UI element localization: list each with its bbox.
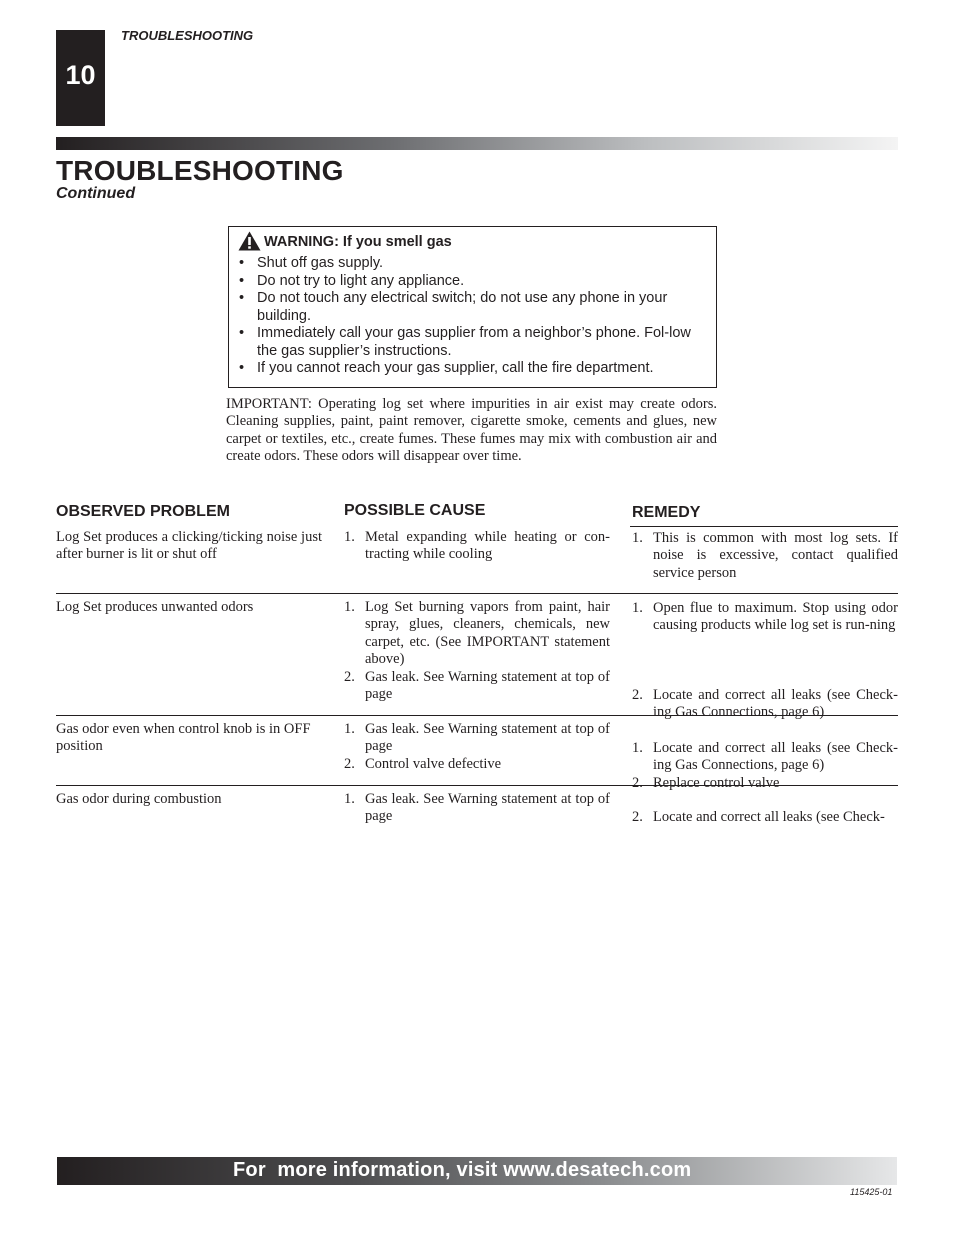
- list-item: 1. Metal expanding while heating or con-tracting while cooling: [344, 529, 610, 563]
- list-item: 1. Open flue to maximum. Stop using odor causing products while log set is run-ning: [632, 600, 898, 634]
- page-subtitle: Continued: [56, 185, 136, 202]
- table-row-causes: [344, 791, 610, 826]
- warning-item: • If you cannot reach your gas supplier, call the fire department.: [239, 360, 654, 376]
- gas-warning-box: [228, 226, 717, 388]
- table-row-causes: [344, 599, 610, 703]
- warning-item: • Do not touch any electrical switch; do not use any phone in your building.: [239, 290, 668, 324]
- list-item: 2. Locate and correct all leaks (see Check-: [632, 809, 885, 825]
- table-row-problem: Log Set produces a clicking/ticking noise just after burner is lit or shut off: [56, 529, 322, 563]
- row-divider: [56, 593, 898, 594]
- page-title: TROUBLESHOOTING: [56, 155, 344, 186]
- list-item: 2. Locate and correct all leaks (see Check-ing Gas Connections, page 6): [632, 687, 898, 721]
- warning-item: • Immediately call your gas supplier from a neighbor’s phone. Fol-low the gas supplier’s instructions.: [239, 325, 691, 359]
- column-header-problem: OBSERVED PROBLEM: [56, 503, 230, 520]
- table-row-remedies: [632, 600, 898, 635]
- running-head: TROUBLESHOOTING: [121, 28, 254, 43]
- warning-item: • Do not try to light any appliance.: [239, 272, 465, 289]
- list-item: 1. Gas leak. See Warning statement at top of page: [344, 791, 610, 825]
- table-row-causes: [344, 721, 610, 773]
- list-item: 1. Gas leak. See Warning statement at top of page: [344, 721, 610, 755]
- warning-item: • Shut off gas supply.: [239, 255, 384, 271]
- list-item: 2. Replace control valve: [632, 774, 780, 791]
- table-row-problem: Log Set produces unwanted odors: [56, 599, 254, 615]
- table-row-remedies: [632, 740, 898, 792]
- header-divider-bar: [56, 137, 898, 150]
- table-row-remedies: [632, 687, 898, 722]
- list-item: 2. Control valve defective: [344, 755, 502, 772]
- important-note: IMPORTANT: Operating log set where impurities in air exist may create odors. Cleaning supplies, paint, paint remover, cigarette smoke, cements and glues, new carpet or textiles, etc., create fumes. These fumes may mix with combustion air and create odors. These odors will disappear over time.: [226, 396, 717, 465]
- column-header-remedy: REMEDY: [632, 504, 701, 521]
- list-item: 2. Gas leak. See Warning statement at top of page: [344, 668, 610, 703]
- column-header-cause: POSSIBLE CAUSE: [344, 502, 486, 519]
- warning-heading: [238, 231, 452, 251]
- warning-heading-text: WARNING: If you smell gas: [264, 234, 452, 250]
- page-number: 10: [65, 60, 96, 90]
- table-row-remedies: [632, 530, 898, 582]
- footer-website-text: For more information, visit www.desatech.com: [233, 1159, 692, 1181]
- list-item: 1. Locate and correct all leaks (see Check-ing Gas Connections, page 6): [632, 740, 898, 774]
- page-number-tab: [56, 30, 105, 126]
- warning-triangle-icon: [238, 231, 261, 251]
- list-item: 1. Log Set burning vapors from paint, hair spray, glues, cleaners, chemicals, new carpet, etc. (See IMPORTANT statement above): [344, 599, 610, 668]
- table-row-problem: Gas odor even when control knob is in OFF position: [56, 721, 311, 755]
- table-row-problem: Gas odor during combustion: [56, 791, 222, 807]
- warning-list: [238, 255, 708, 378]
- table-row-causes: [344, 529, 610, 564]
- document-number: 115425-01: [850, 1187, 893, 1197]
- footer-bar: [57, 1157, 897, 1185]
- table-row-remedies: [632, 809, 898, 826]
- list-item: 1. This is common with most log sets. If noise is excessive, contact qualified service person: [632, 530, 898, 581]
- remedy-header-rule: [630, 526, 898, 527]
